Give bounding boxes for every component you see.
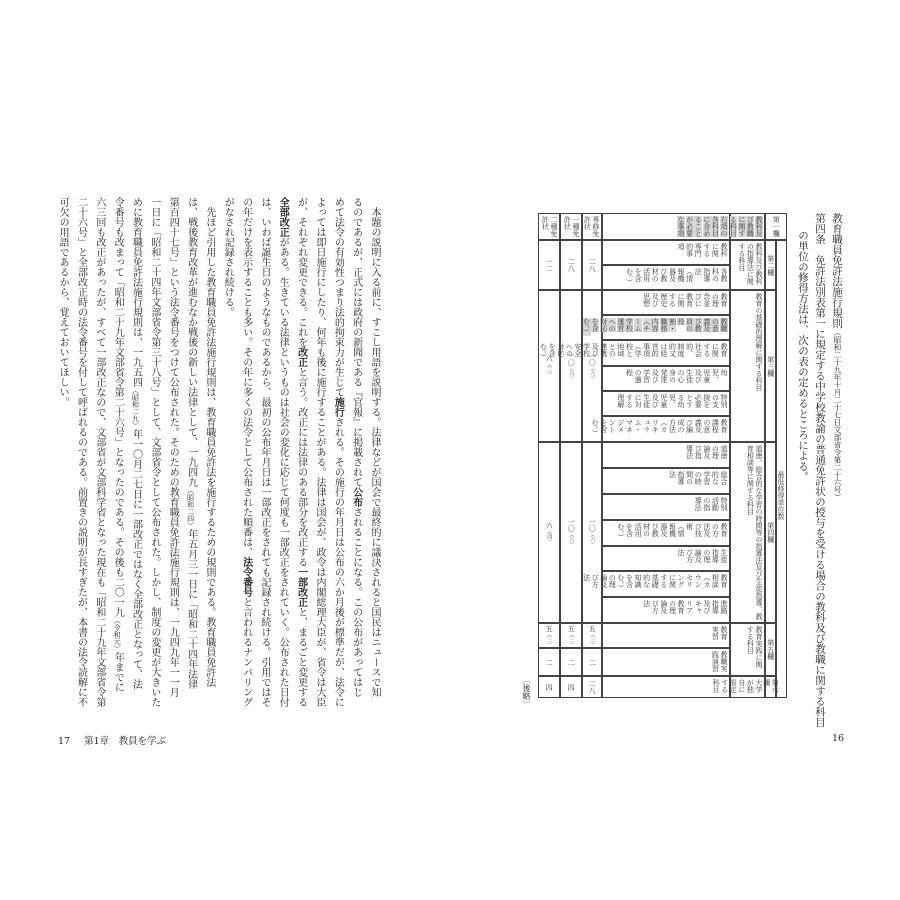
body-text-run: よっては即日施行にしたり、何年も後に施行することがある。法律は国会が、政令は内閣総理大臣が、省令は大臣 [313, 197, 325, 707]
header-category [730, 213, 765, 240]
unit-value: 二 [545, 658, 554, 666]
units-senshu [582, 623, 602, 648]
body-text-run: と言う。改正には法律のある部分を改正する [295, 367, 307, 567]
body-text-run: は、戦後教育改革が進むなか戦後の新しい法律として、一九四九 [185, 197, 197, 487]
body-column [181, 197, 199, 701]
body-column [53, 197, 71, 701]
body-column [255, 197, 273, 707]
body-column [71, 197, 89, 707]
bold-term: 改正 [295, 347, 307, 367]
article-line-2: の単位の修得方法は、次の表の定めるところによる。 [797, 230, 809, 482]
units-nishu [538, 676, 560, 698]
section-item [602, 648, 730, 676]
header-min-units: 最低修得単位数 [776, 240, 787, 698]
bold-term: 施行 [332, 397, 344, 417]
body-column [291, 197, 309, 707]
body-text-run: 年一〇月二七日に一部改正ではなく全部改正となって、法 [130, 429, 142, 689]
body-text-run: めて法令の有効性つまり法的拘束力が生じて [332, 197, 344, 397]
body-column [145, 197, 163, 707]
section-category: 道徳、総合的な学習の時間等の指導法及び生徒指導、教育相談等に関する科目 [730, 442, 765, 623]
body-column [365, 197, 383, 701]
body-text-run: 年五月三一日に「昭和二十四年法律 [185, 529, 197, 689]
section-category: 大学が独自に設定する科目 [730, 676, 765, 698]
units-nishu [538, 442, 560, 623]
small-note: （令和元） [113, 617, 122, 652]
section-item-text: 生徒指導の理論及び方法 [677, 549, 728, 563]
units-senshu [582, 442, 602, 623]
units-isshu [560, 290, 582, 442]
page-number-left: 17 [58, 736, 71, 747]
unit-value: 二 [588, 658, 597, 666]
unit-value: 一〇 [588, 351, 597, 366]
header-isshu: 一種免許状 [560, 213, 582, 240]
body-text-run: 先ほど引用した教育職員免許法施行規則は、教育職員免許法を施行するための規則である。教育職員免許法 [203, 197, 215, 687]
units-isshu [560, 442, 582, 623]
body-text-run: 本題の説明に入る前に、すこし用語を説明する。法律などが国会で最終的に議決されると国民はニュースで知 [369, 197, 380, 697]
section-item [602, 623, 730, 648]
bold-term: 全部改正 [277, 197, 289, 237]
section-label: 第三欄 [765, 290, 776, 442]
unit-value: 二八 [588, 680, 597, 694]
body-text-run: がある。生きている法律というものは社会の変化に応じて何度も一部改正をされていく。公布された日付 [277, 237, 289, 707]
body-text-run: の年だけを表示することも多い。その年に多くの法令として公布された順番は、 [240, 197, 252, 557]
section-label: 第四欄 [765, 442, 776, 623]
header-category-text: 教科及び教職に関する科目 [729, 216, 763, 237]
section-label: 第六欄 [765, 676, 776, 698]
body-text-run: は、いわば誕生日のようなものであるから、最初の公布年月日は一部改正をされても記録され続ける。引用ではそ [258, 197, 270, 707]
section-item [602, 265, 730, 290]
section-item-text: 特別活動の指導法 [694, 497, 728, 511]
unit-sub-value: （三） [546, 362, 553, 377]
section-label: 第五欄 [765, 623, 776, 676]
unit-sub-value: （六） [589, 365, 596, 381]
bold-term: 法令番号 [240, 557, 252, 597]
body-text-run: るのであるが、正式には政府の新聞である『官報』に掲載されて [350, 197, 362, 487]
unit-value: 六 [545, 521, 554, 529]
section-item [602, 468, 730, 494]
unit-value: 六 [545, 355, 554, 362]
bold-term: 公布 [350, 487, 362, 507]
units-senshu [582, 290, 602, 442]
section-category: 教育の基礎的理解に関する科目 [730, 290, 765, 442]
section-item [602, 494, 730, 520]
section-item [582, 315, 730, 340]
unit-sub-value: （四） [546, 528, 553, 544]
unit-sub-value: （三） [546, 631, 553, 647]
bold-term: 一部改正 [295, 567, 307, 607]
units-senshu [582, 676, 602, 698]
unit-sub-value: （六） [568, 532, 575, 547]
units-nishu [538, 648, 560, 676]
units-senshu [582, 240, 602, 290]
section-item [602, 597, 730, 623]
body-column [126, 197, 144, 701]
small-note: （昭和二四） [186, 487, 195, 529]
article-line-1: 第四条 免許法別表第一に規定する中学校教諭の普通免許状の授与を受ける場合の教科及び教職に関する科目 [814, 213, 826, 728]
section-category: 教育実践に関する科目 [730, 623, 765, 676]
regulation-title-note: （昭和二十九年十月二十七日文部省令第二十六号） [833, 328, 842, 501]
body-column [328, 197, 346, 707]
units-nishu [538, 240, 560, 290]
body-column [346, 197, 364, 701]
unit-value: 一〇 [567, 518, 576, 532]
units-nishu [538, 623, 560, 648]
section-item-text: 教職実践演習 [711, 651, 728, 672]
unit-sub-value: （三） [568, 631, 575, 647]
section-item [602, 290, 730, 315]
header-items [602, 213, 730, 240]
small-note: （昭和二九） [131, 387, 140, 429]
units-nishu [538, 290, 560, 442]
section-item [602, 520, 730, 546]
body-text-run: 六三回も改正があったが、すべて一部改正なので、文部省が文部科学省となった現在も「昭和二十九年文部省令第 [93, 197, 105, 707]
unit-value: 四 [545, 683, 554, 691]
unit-sub-value: （六） [568, 365, 575, 381]
body-text-run: される。その施行の年月日は公布の六か月後が標準だが、法令に [332, 417, 344, 707]
body-text-run: 年までに [112, 652, 124, 692]
header-col1: 第一欄 [765, 213, 787, 240]
header-nishu: 二種免許状 [538, 213, 560, 240]
body-text-run: 可欠の用語であるから、覚えておいてほしい。 [57, 197, 69, 407]
section-item-text: 道徳の理論及び指導法 [685, 445, 728, 459]
body-text-run: が、それぞれ変更できる。これを [295, 197, 307, 347]
section-item-text: 教職の意義及び教員の役割・職務内容（チーム学校運営への対応を含む。） [582, 318, 728, 336]
section-item-text: 教育に関する社会的、制度的又は経営的事項（学校と地域との連携及び学校安全への対応を含む。） [539, 343, 728, 361]
body-text-run: がなされ記録され続ける。 [222, 197, 234, 317]
body-column [310, 197, 328, 707]
section-item-text: 教育の方法及び技術（情報機器及び教材の活用を含む。） [616, 523, 728, 541]
body-text [51, 197, 383, 707]
body-column [200, 197, 218, 701]
section-label: 第二欄 [765, 240, 776, 290]
section-item-text: 教育実習 [711, 626, 728, 640]
section-item-text: 総合的な学習の時間の指導法 [668, 471, 728, 485]
units-senshu [582, 648, 602, 676]
unit-value: 二 [567, 658, 576, 666]
section-item-text: 教育の理念並びに教育に関する歴史及び思想 [642, 293, 728, 307]
body-column [108, 197, 126, 701]
omitted-note: 〔後略〕 [522, 676, 531, 708]
section-category: 教科及び教科の指導法に関する科目 [730, 240, 765, 290]
unit-value: 一〇 [588, 518, 597, 532]
section-item [582, 571, 730, 597]
section-item-text: 進路指導及びキャリア教育の理論及び方法 [642, 600, 728, 614]
unit-value: 一二 [545, 258, 554, 272]
body-text-run: 令番号も改まって「昭和二十九年文部省令第二十六号」となったのである。その後も二〇一九 [112, 197, 124, 617]
body-text-run: と、まるごと変更する [295, 607, 307, 707]
section-item-text: 特別の支援を必要とする幼児、児童及び生徒に対する理解 [616, 394, 728, 408]
section-item [602, 366, 730, 391]
section-item-empty [602, 676, 730, 698]
section-item-text: 教育相談（カウンセリングに関する基礎的な知識を含む。）の理論及び方法 [582, 574, 728, 592]
body-text-run: 二十六号」と全部改正時の法令番号を付して呼ばれるのである。前置きの説明が長すぎたが、本書の法令読解に不 [75, 197, 87, 707]
units-isshu [560, 648, 582, 676]
section-item [591, 416, 730, 442]
section-item [602, 546, 730, 571]
unit-value: 四 [567, 683, 576, 691]
section-item [602, 240, 730, 265]
page-number-right: 16 [832, 733, 845, 744]
body-column [236, 197, 254, 707]
body-text-run: 一日に「昭和二十四年文部省令第三十八号」として、文部省令として公布された。しかし、制度の変更が大きいた [148, 197, 160, 707]
unit-value: 一〇 [567, 351, 576, 366]
chapter-title: 第1章 教員を学ぶ [84, 736, 167, 747]
unit-sub-value: （六） [589, 532, 596, 547]
body-column [273, 197, 291, 707]
section-item-text: 教科に関する専門的事項 [677, 243, 728, 257]
body-text-run: 第百四十七号」という法令番号をつけて公布された。そのための教育職員免許法施行規則は、一九四九年一一月 [167, 197, 179, 697]
body-column [163, 197, 181, 701]
unit-value: 二八 [588, 258, 597, 272]
section-item-text: 教育課程の意義及び編成の方法（カリキュラム・マネジメントを含む。） [591, 419, 728, 437]
units-isshu [560, 676, 582, 698]
unit-value: 五 [545, 624, 554, 632]
body-text-run: と言われるナンバリング [240, 597, 252, 707]
section-item-text: 幼児、児童及び生徒の心身の発達及び学習の過程 [625, 369, 728, 383]
unit-sub-value: （三） [589, 631, 596, 647]
body-column [90, 197, 108, 707]
regulation-title-text: 教育職員免許法施行規則 [831, 213, 843, 329]
credit-table [538, 213, 787, 698]
unit-value: 五 [588, 624, 597, 632]
body-column [218, 197, 236, 701]
section-item-text: 各教科の指導法（情報機器及び教材の活用を含む。） [625, 268, 728, 286]
left-footer [58, 733, 180, 747]
body-text-run: めに教育職員免許法施行規則は、一九五四 [130, 197, 142, 387]
units-isshu [560, 240, 582, 290]
body-text-run: されることになる。この公布があってはじ [350, 507, 362, 697]
unit-value: 五 [567, 624, 576, 632]
units-isshu [560, 623, 582, 648]
header-senshu: 専修免許状 [582, 213, 602, 240]
regulation-title [830, 213, 845, 501]
section-item [602, 391, 730, 416]
unit-value: 二八 [567, 258, 576, 272]
section-item [602, 442, 730, 468]
header-items-text: 右項の各科目に含めることが必要な事項 [677, 216, 728, 237]
